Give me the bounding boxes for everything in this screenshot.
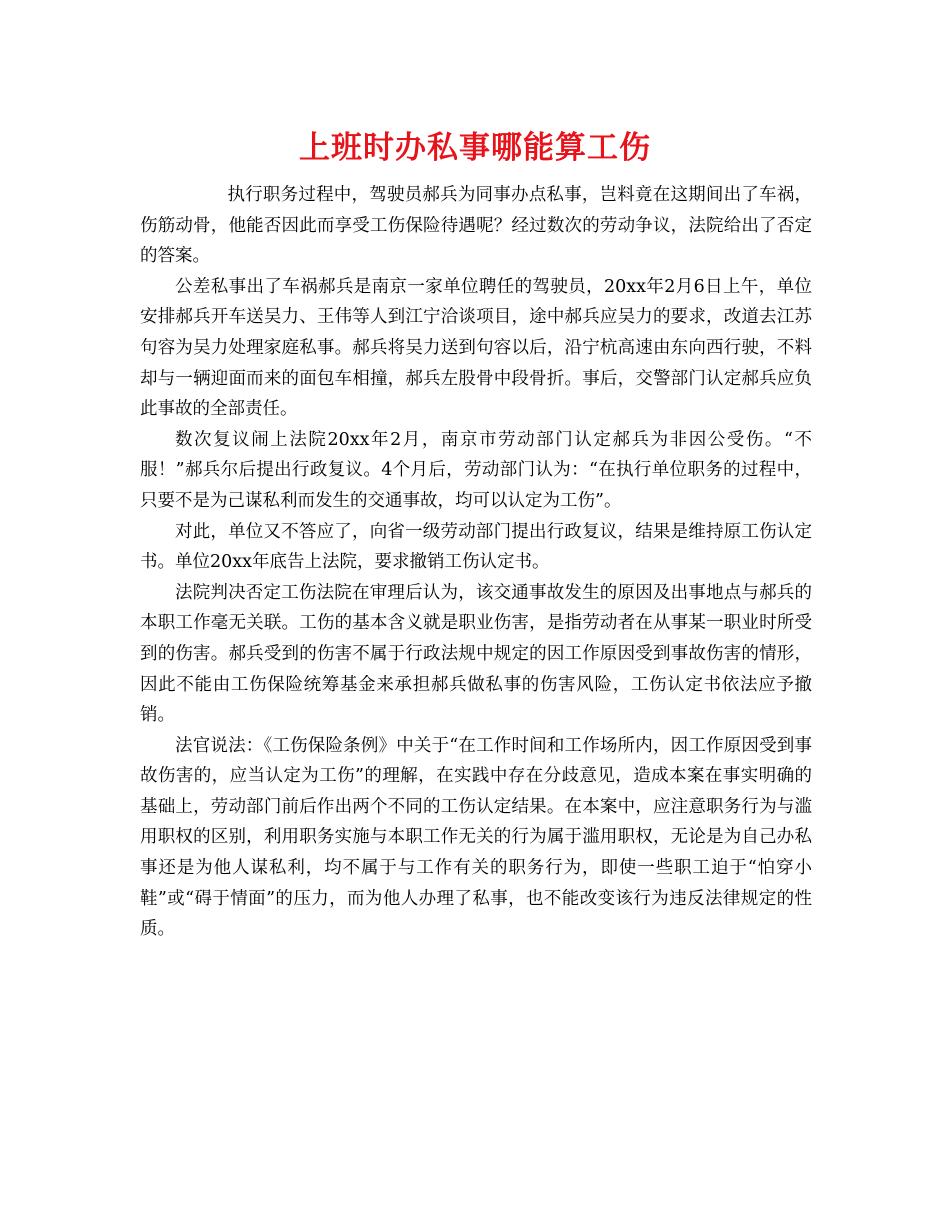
paragraph-intro: 执行职务过程中，驾驶员郝兵为同事办点私事，岂料竟在这期间出了车祸，伤筋动骨，他能否因此而享受工伤保险待遇呢？经过数次的劳动争议，法院给出了否定的答案。	[140, 185, 812, 267]
paragraph-judgment: 法院判决否定工伤法院在审理后认为，该交通事故发生的原因及出事地点与郝兵的本职工作毫无关联。工伤的基本含义就是职业伤害，是指劳动者在从事某一职业时所受到的伤害。郝兵受到的伤害不属于行政法规中规定的因工作原因受到事故伤害的情形，因此不能由工伤保险统筹基金来承担郝兵做私事的伤害风险，工伤认定书依法应予撤销。	[140, 582, 812, 726]
document-body	[140, 180, 812, 945]
paragraph-commentary: 法官说法：《工伤保险条例》中关于“在工作时间和工作场所内，因工作原因受到事故伤害的，应当认定为工伤”的理解，在实践中存在分歧意见，造成本案在事实明确的基础上，劳动部门前后作出两个不同的工伤认定结果。在本案中，应注意职务行为与滥用职权的区别，利用职务实施与本职工作无关的行为属于滥用职权，无论是为自己办私事还是为他人谋私利，均不属于与工作有关的职务行为，即使一些职工迫于“怕穿小鞋”或“碍于情面”的压力，而为他人办理了私事，也不能改变该行为违反法律规定的性质。	[140, 735, 812, 940]
paragraph-appeal: 数次复议闹上法院20xx年2月，南京市劳动部门认定郝兵为非因公受伤。“不服！”郝兵尔后提出行政复议。4个月后，劳动部门认为：“在执行单位职务的过程中，只要不是为己谋私利而发生的交通事故，均可以认定为工伤”。	[140, 429, 812, 511]
document-title: 上班时办私事哪能算工伤	[299, 130, 651, 166]
paragraph-accident: 公差私事出了车祸郝兵是南京一家单位聘任的驾驶员，20xx年2月6日上午，单位安排郝兵开车送吴力、王伟等人到江宁洽谈项目，途中郝兵应吴力的要求，改道去江苏句容为吴力处理家庭私事。郝兵将吴力送到句容以后，沿宁杭高速由东向西行驶，不料却与一辆迎面而来的面包车相撞，郝兵左股骨中段骨折。事后，交警部门认定郝兵应负此事故的全部责任。	[140, 276, 812, 420]
paragraph-review: 对此，单位又不答应了，向省一级劳动部门提出行政复议，结果是维持原工伤认定书。单位20xx年底告上法院，要求撤销工伤认定书。	[140, 521, 812, 573]
